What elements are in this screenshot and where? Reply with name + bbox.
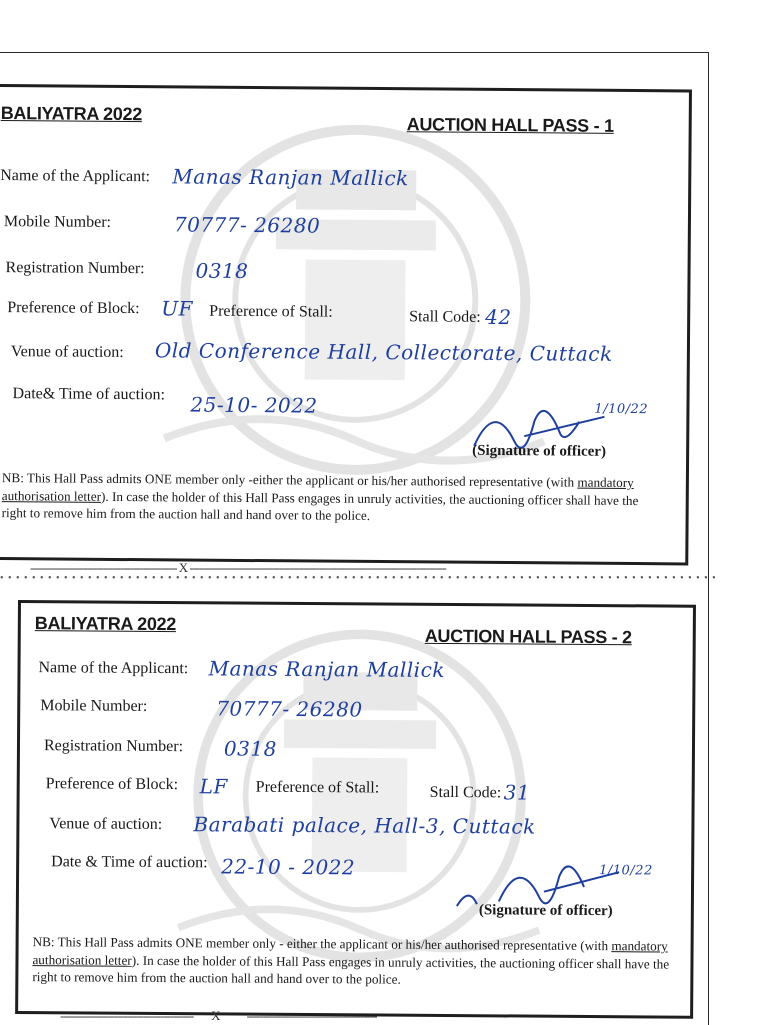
datetime-label: Date & Time of auction: (51, 853, 208, 872)
stall-pref-label: Preference of Stall: (255, 778, 380, 797)
event-title: BALIYATRA 2022 (0, 103, 143, 125)
pass-title: AUCTION HALL PASS - 1 (406, 114, 614, 136)
venue-value: Old Conference Hall, Collectorate, Cuttack (154, 338, 613, 366)
applicant-value: Manas Ranjan Mallick (172, 164, 409, 191)
stall-code-value: 31 (503, 780, 531, 805)
stall-code-value: 42 (485, 304, 512, 330)
applicant-label: Name of the Applicant: (0, 167, 151, 186)
pass-title: AUCTION HALL PASS - 2 (424, 625, 632, 648)
venue-value: Barabati palace, Hall-3, Cuttack (193, 812, 536, 839)
hall-pass-2 (15, 600, 696, 1019)
mobile-value: 70777- 26280 (173, 212, 321, 238)
block-label: Preference of Block: (7, 299, 140, 318)
applicant-label: Name of the Applicant: (38, 659, 189, 678)
registration-value: 0318 (195, 258, 249, 284)
sign-date: 1/10/22 (599, 863, 653, 879)
block-value: LF (199, 774, 228, 799)
mobile-value: 70777- 26280 (216, 696, 363, 722)
cut-line-1: -------------------------------------------- X ----------------------------------------------------------------------------- (30, 560, 446, 575)
datetime-value: 22-10 - 2022 (221, 854, 356, 880)
sign-date: 1/10/22 (594, 401, 649, 418)
signature-label: (Signature of officer) (478, 902, 613, 920)
mobile-label: Mobile Number: (3, 213, 112, 231)
mobile-label: Mobile Number: (40, 697, 148, 715)
hall-pass-1 (0, 84, 692, 565)
event-title: BALIYATRA 2022 (34, 613, 177, 635)
venue-label: Venue of auction: (10, 343, 124, 362)
datetime-label: Date& Time of auction: (12, 385, 166, 404)
stall-code-label: Stall Code: (429, 783, 502, 802)
cut-line-2: ---------------------------------------- X --------------------------------------- (60, 1008, 377, 1023)
block-label: Preference of Block: (45, 775, 179, 794)
stall-pref-label: Preference of Stall: (209, 302, 333, 321)
venue-label: Venue of auction: (49, 815, 163, 834)
registration-value: 0318 (223, 736, 277, 761)
stall-code-label: Stall Code: (409, 308, 481, 326)
nb-note: NB: This Hall Pass admits ONE member only - either the applicant or his/her authorised representative (with mandatory authorisation letter). In case the holder of this Hall Pass engages in unruly activities, the auctioning officer shall have the right to remove him from the auction hall and hand over to the police. (32, 934, 670, 987)
nb-note: NB: This Hall Pass admits ONE member only -either the applicant or his/her authorised representative (with mandatory authorisation letter). In case the holder of this Hall Pass engages in unruly activities, the auctioning officer shall have the right to remove him from the auction hall and hand over to the police. (1, 470, 639, 523)
block-value: UF (161, 296, 194, 321)
registration-label: Registration Number: (43, 737, 184, 756)
datetime-value: 25-10- 2022 (190, 392, 318, 418)
applicant-value: Manas Ranjan Mallick (208, 656, 446, 682)
signature-label: (Signature of officer) (472, 442, 607, 460)
registration-label: Registration Number: (5, 259, 145, 278)
perforation: • • • • • • • • • • • • • • • • • • • • • • • • • • • • • • • • • • • • • • • • • • • • • • • • • • • • • • • • • • • • • • • • • • • • • • • • • • • • • • • • • • • • • • • • • • (0, 574, 717, 584)
